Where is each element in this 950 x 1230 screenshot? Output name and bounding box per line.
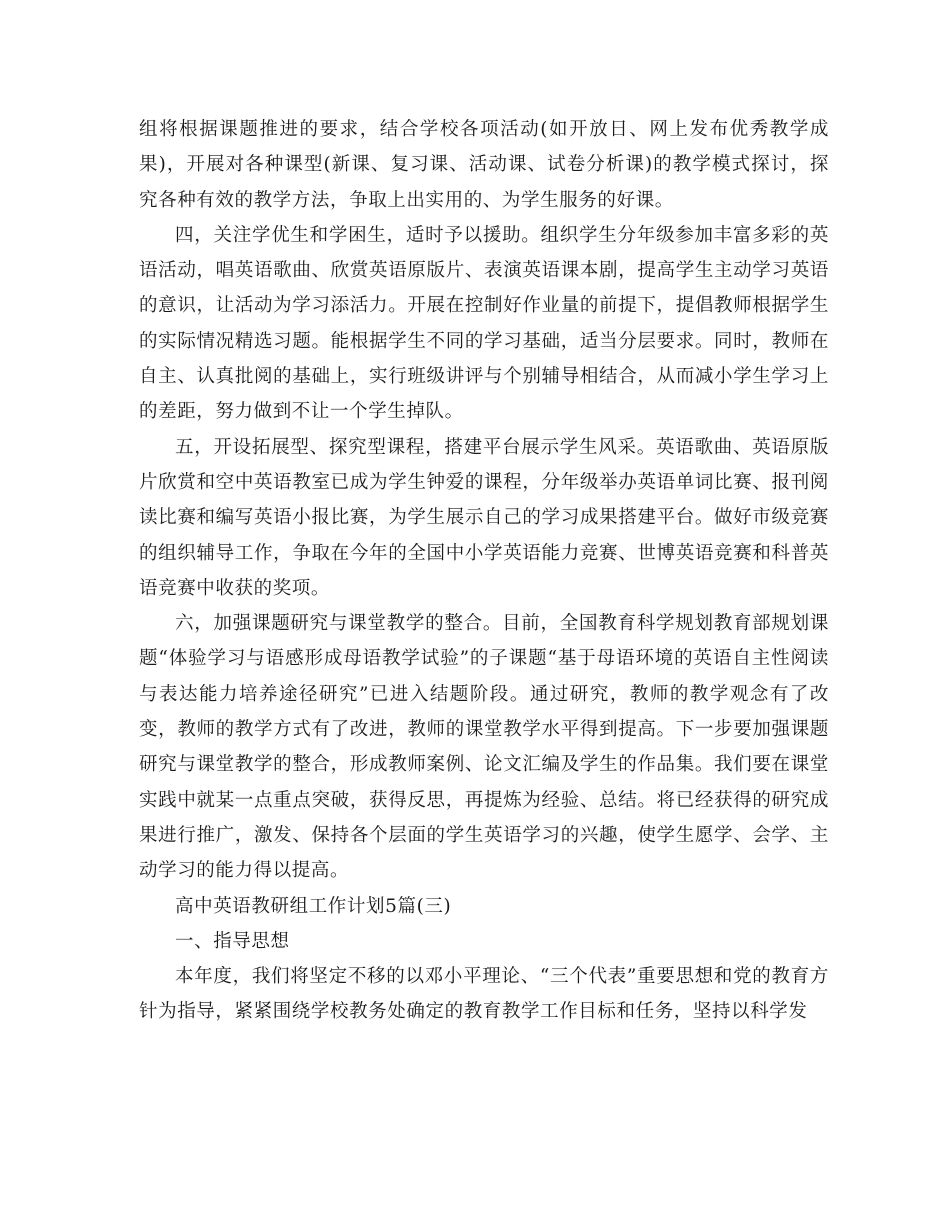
document-body xyxy=(139,112,829,1030)
paragraph-five: 五，开设拓展型、探究型课程，搭建平台展示学生风采。英语歌曲、英语原版片欣赏和空中英语教室已成为学生钟爱的课程，分年级举办英语单词比赛、报刊阅读比赛和编写英语小报比赛，为学生展示自己的学习成果搭建平台。做好市级竞赛的组织辅导工作，争取在今年的全国中小学英语能力竞赛、世博英语竞赛和科普英语竞赛中收获的奖项。 xyxy=(139,436,829,599)
closing-paragraph: 本年度，我们将坚定不移的以邓小平理论、“三个代表”重要思想和党的教育方针为指导，紧紧围绕学校教务处确定的教育教学工作目标和任务，坚持以科学发 xyxy=(139,966,829,1023)
paragraph-continuation: 组将根据课题推进的要求，结合学校各项活动(如开放日、网上发布优秀教学成果)，开展对各种课型(新课、复习课、活动课、试卷分析课)的教学模式探讨，探究各种有效的教学方法，争取上出实用的、为学生服务的好课。 xyxy=(139,119,829,211)
paragraph-six: 六，加强课题研究与课堂教学的整合。目前，全国教育科学规划教育部规划课题“体验学习与语感形成母语教学试验”的子课题“基于母语环境的英语自主性阅读与表达能力培养途径研究”已进入结题阶段。通过研究，教师的教学观念有了改变，教师的教学方式有了改进，教师的课堂教学水平得到提高。下一步要加强课题研究与课堂教学的整合，形成教师案例、论文汇编及学生的作品集。我们要在课堂实践中就某一点重点突破，获得反思，再提炼为经验、总结。将已经获得的研究成果进行推广，激发、保持各个层面的学生英语学习的兴趣，使学生愿学、会学、主动学习的能力得以提高。 xyxy=(139,613,829,882)
paragraph-four: 四，关注学优生和学困生，适时予以援助。组织学生分年级参加丰富多彩的英语活动，唱英语歌曲、欣赏英语原版片、表演英语课本剧，提高学生主动学习英语的意识，让活动为学习添活力。开展在控制好作业量的前提下，提倡教师根据学生的实际情况精选习题。能根据学生不同的学习基础，适当分层要求。同时，教师在自主、认真批阅的基础上，实行班级讲评与个别辅导相结合，从而减小学生学习上的差距，努力做到不让一个学生掉队。 xyxy=(139,224,829,423)
section-title: 高中英语教研组工作计划5篇(三) xyxy=(175,895,452,917)
subheading-guiding-ideology: 一、指导思想 xyxy=(175,930,290,952)
